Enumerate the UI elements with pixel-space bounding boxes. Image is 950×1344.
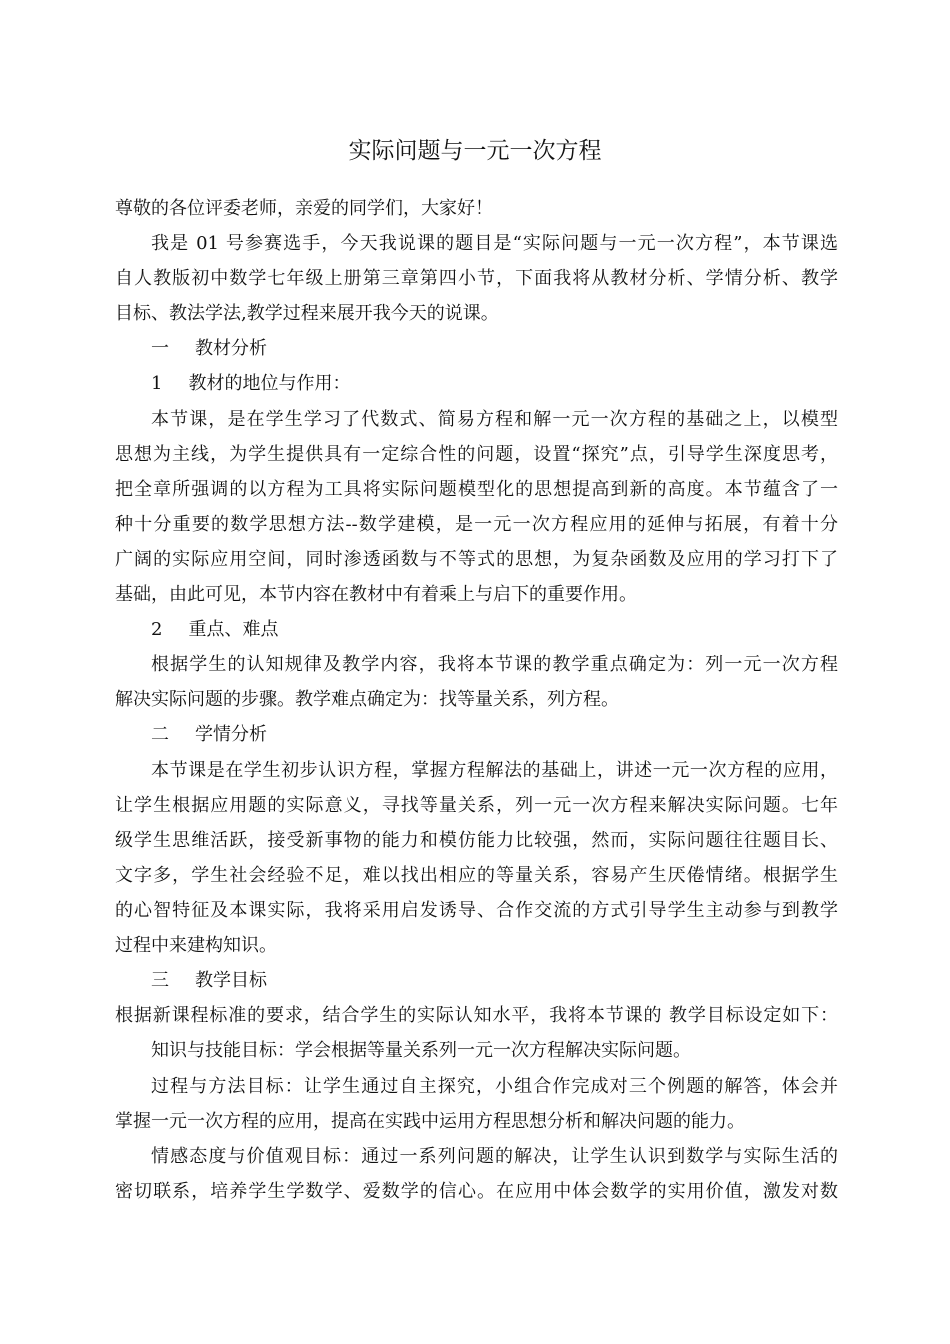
subsection-title: 重点、难点 xyxy=(188,619,279,640)
paragraph-line: 思想为主线，为学生提供具有一定综合性的问题，设置“探究”点，引导学生深度思考， xyxy=(115,444,838,465)
paragraph-line: 过程与方法目标：让学生通过自主探究，小组合作完成对三个例题的解答，体会并 xyxy=(151,1076,838,1097)
paragraph-line: 让学生根据应用题的实际意义，寻找等量关系，列一元一次方程来解决实际问题。七年 xyxy=(115,795,838,816)
paragraph-line: 广阔的实际应用空间，同时渗透函数与不等式的思想，为复杂函数及应用的学习打下了 xyxy=(115,549,838,570)
paragraph-line: 解决实际问题的步骤。教学难点确定为：找等量关系，列方程。 xyxy=(115,689,619,710)
paragraph-line: 级学生思维活跃，接受新事物的能力和模仿能力比较强，然而，实际问题往往题目长、 xyxy=(115,830,838,851)
paragraph-line: 过程中来建构知识。 xyxy=(115,935,277,956)
subsection-heading-2 xyxy=(151,619,278,641)
paragraph-line: 把全章所强调的以方程为工具将实际问题模型化的思想提高到新的高度。本节蕴含了一 xyxy=(115,479,838,500)
section-number: 一 xyxy=(151,338,169,359)
paragraph-line: 知识与技能目标：学会根据等量关系列一元一次方程解决实际问题。 xyxy=(151,1040,691,1061)
section-number: 三 xyxy=(151,970,169,991)
paragraph-line: 本节课，是在学生学习了代数式、简易方程和解一元一次方程的基础之上，以模型 xyxy=(151,409,838,430)
subsection-number: 1 xyxy=(151,373,163,394)
paragraph-line: 本节课是在学生初步认识方程，掌握方程解法的基础上，讲述一元一次方程的应用， xyxy=(151,760,838,781)
section-title: 教学目标 xyxy=(195,970,267,991)
paragraph-line: 目标、教法学法,教学过程来展开我今天的说课。 xyxy=(115,303,499,324)
section-heading-2 xyxy=(151,724,267,746)
section-heading-3 xyxy=(151,970,267,992)
paragraph-line: 掌握一元一次方程的应用，提高在实践中运用方程思想分析和解决问题的能力。 xyxy=(115,1111,745,1132)
greeting-line: 尊敬的各位评委老师，亲爱的同学们，大家好！ xyxy=(115,198,493,219)
paragraph-line: 文字多，学生社会经验不足，难以找出相应的等量关系，容易产生厌倦情绪。根据学生 xyxy=(115,865,838,886)
subsection-heading-1 xyxy=(151,373,350,395)
paragraph-line: 的心智特征及本课实际，我将采用启发诱导、合作交流的方式引导学生主动参与到教学 xyxy=(115,900,838,921)
section-number: 二 xyxy=(151,724,169,745)
paragraph-line: 情感态度与价值观目标：通过一系列问题的解决，让学生认识到数学与实际生活的 xyxy=(151,1146,838,1167)
paragraph-line: 自人教版初中数学七年级上册第三章第四小节，下面我将从教材分析、学情分析、教学 xyxy=(115,268,838,289)
paragraph-line: 密切联系，培养学生学数学、爱数学的信心。在应用中体会数学的实用价值，激发对数 xyxy=(115,1181,838,1202)
subsection-title: 教材的地位与作用： xyxy=(188,373,351,394)
section-title: 教材分析 xyxy=(195,338,267,359)
section-heading-1 xyxy=(151,338,267,360)
document-title: 实际问题与一元一次方程 xyxy=(348,138,602,164)
subsection-number: 2 xyxy=(151,619,163,640)
paragraph-line: 我是 01 号参赛选手，今天我说课的题目是“实际问题与一元一次方程”，本节课选 xyxy=(151,233,838,254)
paragraph-line: 根据新课程标准的要求，结合学生的实际认知水平，我将本节课的 教学目标设定如下： xyxy=(115,1005,838,1026)
paragraph-line: 根据学生的认知规律及教学内容，我将本节课的教学重点确定为：列一元一次方程 xyxy=(151,654,838,675)
paragraph-line: 种十分重要的数学思想方法--数学建模，是一元一次方程应用的延伸与拓展，有着十分 xyxy=(115,514,838,535)
paragraph-line: 基础，由此可见，本节内容在教材中有着乘上与启下的重要作用。 xyxy=(115,584,637,605)
section-title: 学情分析 xyxy=(195,724,267,745)
